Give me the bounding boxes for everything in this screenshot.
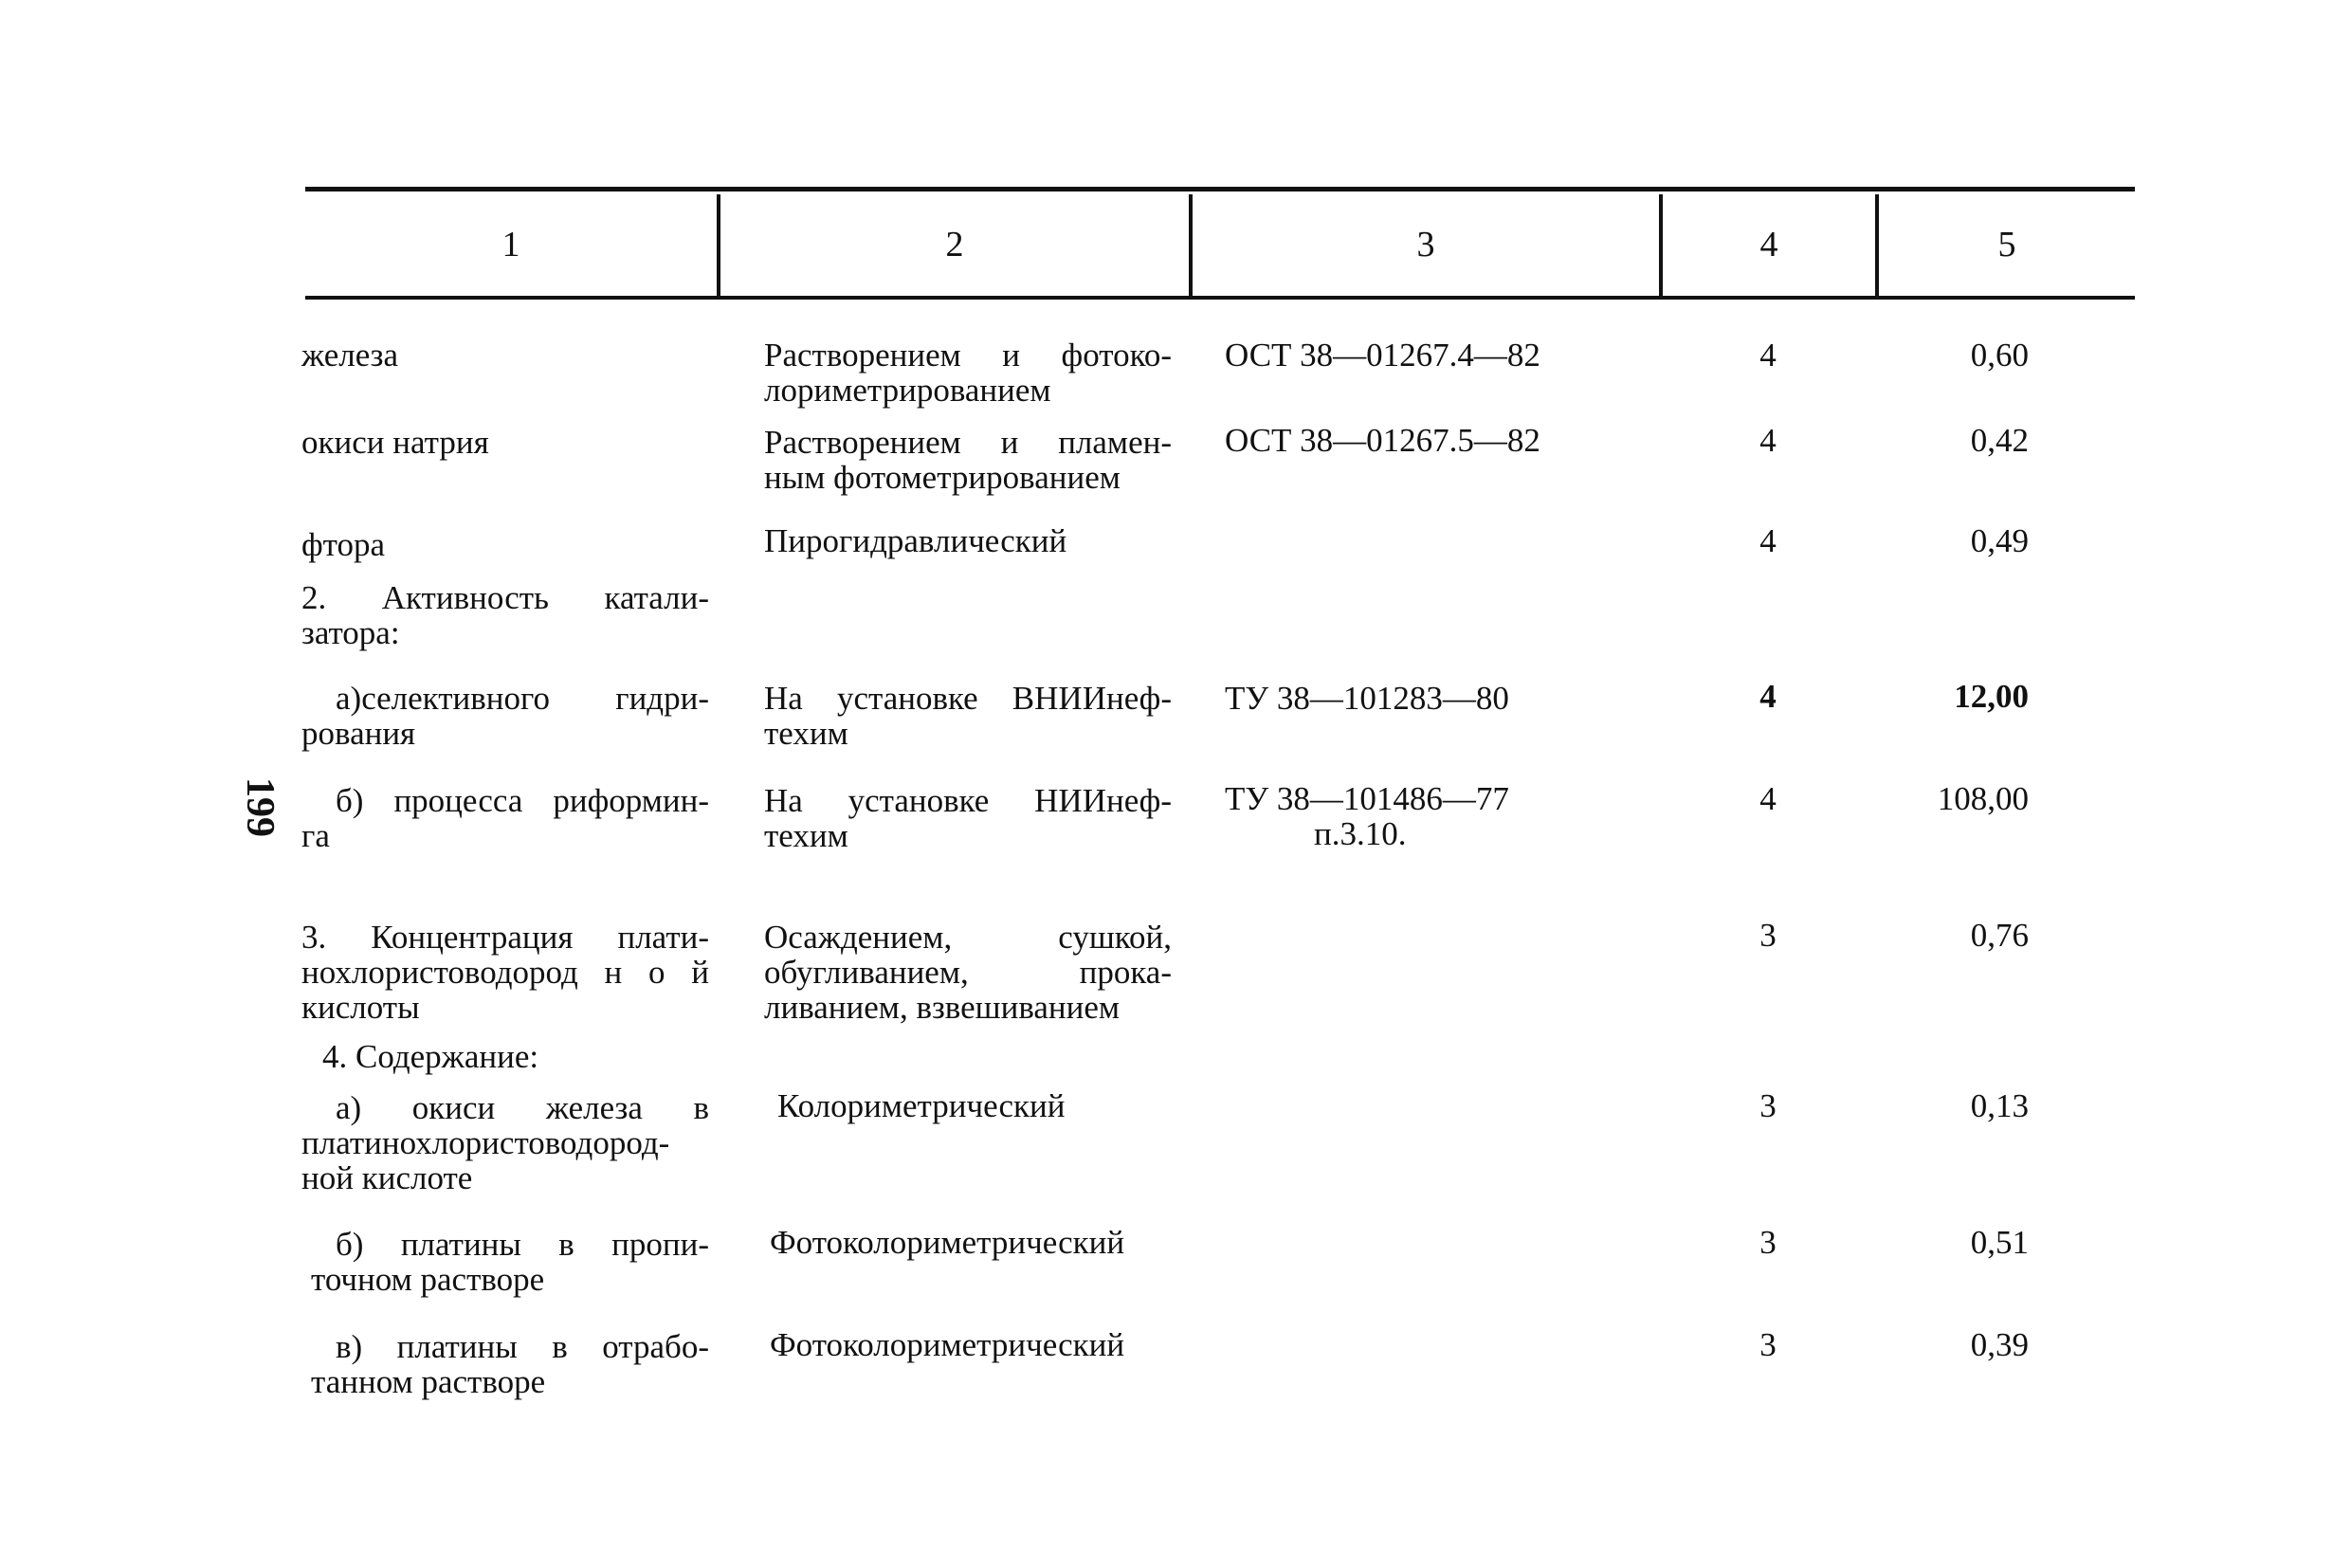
col5-value: 0,42 xyxy=(1970,422,2029,459)
col4-value: 4 xyxy=(1759,678,1777,715)
col5-value: 0,39 xyxy=(1970,1326,2029,1363)
method-line: Фотоколориметрический xyxy=(770,1224,1125,1261)
col4-value: 3 xyxy=(1759,1224,1777,1261)
header-col-2: 2 xyxy=(945,225,964,264)
standard-doc: ОСТ 38—01267.5—82 xyxy=(1225,422,1540,459)
col4-value: 3 xyxy=(1759,917,1777,954)
method-line: обугливанием, прока- xyxy=(764,954,1172,991)
method-line: Фотоколориметрический xyxy=(770,1326,1125,1363)
row-label-line: нохлористоводород н о й xyxy=(301,954,709,991)
method-line: техим xyxy=(764,817,848,854)
col4-value: 4 xyxy=(1759,522,1777,559)
page-number: 199 xyxy=(238,777,282,837)
col5-value: 0,49 xyxy=(1970,522,2029,559)
row-label-line: 3. Концентрация плати- xyxy=(301,919,709,956)
row-label-line: рования xyxy=(301,715,416,752)
row-label-line: б) процесса риформин- xyxy=(336,782,709,819)
header-col-3: 3 xyxy=(1416,225,1435,264)
method-line: техим xyxy=(764,715,848,752)
row-label: фтора xyxy=(301,526,386,563)
row-label-line: точном растворе xyxy=(311,1261,545,1298)
header-col-1: 1 xyxy=(501,225,520,264)
method-line: Пирогидравлический xyxy=(764,522,1067,559)
col5-value: 0,60 xyxy=(1970,337,2029,374)
row-label-line: в) платины в отрабо- xyxy=(336,1328,709,1365)
row-label-line: га xyxy=(301,817,330,854)
col4-value: 4 xyxy=(1759,422,1777,459)
standard-doc: ТУ 38—101486—77 xyxy=(1225,780,1509,817)
standard-doc: ОСТ 38—01267.4—82 xyxy=(1225,337,1540,374)
col4-value: 4 xyxy=(1759,780,1777,817)
method-line: лориметрированием xyxy=(764,372,1051,409)
method-line: ным фотометрированием xyxy=(764,459,1121,496)
header-top-rule xyxy=(305,187,2135,191)
method-line: На установке ВНИИнеф- xyxy=(764,680,1172,717)
method-line: Растворением и фотоко- xyxy=(764,337,1172,374)
row-label-line: 2. Активность катали- xyxy=(301,579,709,616)
col4-value: 3 xyxy=(1759,1326,1777,1363)
row-label-line: а)селективного гидри- xyxy=(336,680,709,717)
method-line: Растворением и пламен- xyxy=(764,424,1172,461)
row-label-line: затора: xyxy=(301,614,400,651)
row-label-line: а) окиси железа в xyxy=(336,1089,709,1126)
row-label: железа xyxy=(301,337,399,374)
method-line: Колориметрический xyxy=(777,1087,1066,1124)
row-label: окиси натрия xyxy=(301,424,489,461)
method-line: ливанием, взвешиванием xyxy=(764,989,1121,1026)
row-label-line: платинохлористоводород- xyxy=(301,1124,670,1161)
header-col-5: 5 xyxy=(1997,225,2016,264)
header-col-4: 4 xyxy=(1759,225,1778,264)
standard-clause: п.3.10. xyxy=(1314,815,1407,852)
row-label-line: 4. Содержание: xyxy=(322,1038,539,1075)
method-line: Осаждением, сушкой, xyxy=(764,919,1172,956)
col5-value: 0,76 xyxy=(1970,917,2029,954)
col4-value: 4 xyxy=(1759,337,1777,374)
standard-doc: ТУ 38—101283—80 xyxy=(1225,680,1509,717)
row-label-line: кислоты xyxy=(301,989,420,1026)
method-line: На установке НИИнеф- xyxy=(764,782,1172,819)
row-label-line: танном растворе xyxy=(311,1363,546,1400)
row-label-line: б) платины в пропи- xyxy=(336,1226,709,1263)
header-bottom-rule xyxy=(305,296,2135,300)
col5-value: 108,00 xyxy=(1937,780,2029,817)
row-label-line: ной кислоте xyxy=(301,1159,473,1196)
col4-value: 3 xyxy=(1759,1087,1777,1124)
col5-value: 12,00 xyxy=(1954,678,2029,715)
col5-value: 0,13 xyxy=(1970,1087,2029,1124)
col5-value: 0,51 xyxy=(1970,1224,2029,1261)
